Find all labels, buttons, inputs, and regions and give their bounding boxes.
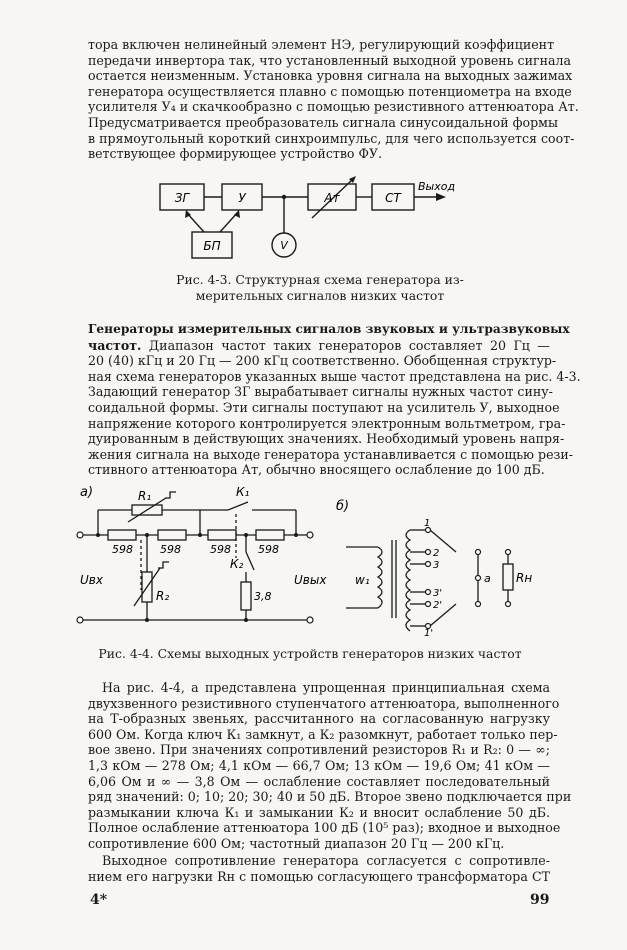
voltmeter-label: V xyxy=(280,239,288,252)
text-line: в прямоугольный короткий синхроимпульс, для чего используется соот- xyxy=(88,130,575,146)
text-line: размыкании ключа К₁ и замыкании К₂ и вносит ослабление 50 дБ. xyxy=(88,804,550,820)
text-line: На рис. 4-4, а представлена упрощенная принципиальная схема xyxy=(102,680,550,695)
label-r2: R₂ xyxy=(156,589,170,603)
text-line: 6,06 Ом и ∞ — 3,8 Ом — ослабление составляет последовательный xyxy=(88,773,550,789)
text-line: тора включен нелинейный элемент НЭ, регулирующий коэффициент xyxy=(88,37,555,52)
tap-2-prime: 2' xyxy=(433,600,443,611)
label-b: б) xyxy=(336,499,350,514)
text-line: стивного аттенюатора Ат, обычно вносящего ослабление до 100 дБ. xyxy=(88,462,545,478)
text-line: соидальной формы. Эти сигналы поступают на усилитель У, выходное xyxy=(88,399,560,415)
text-line: передачи инвертора так, что установленный выходной уровень сигнала xyxy=(88,52,571,68)
label-598-3: 598 xyxy=(210,543,231,556)
tap-3: 3 xyxy=(433,560,440,571)
block-st-label: СТ xyxy=(385,191,401,205)
label-u-out: Uвых xyxy=(294,573,327,587)
paragraph-4 xyxy=(88,853,550,884)
section-heading-end: частот. xyxy=(88,337,142,353)
label-w1: w₁ xyxy=(355,573,370,587)
paragraph-2 xyxy=(88,322,581,478)
block-bp-label: БП xyxy=(203,239,221,253)
label-r1: R₁ xyxy=(138,489,152,503)
tap-3-prime: 3' xyxy=(433,588,443,599)
text-line: Выходное сопротивление генератора согласуется с сопротивле- xyxy=(102,853,550,868)
caption-line: Рис. 4-3. Структурная схема генератора из- xyxy=(176,272,464,287)
text-line: ветствующее формирующее устройство ФУ. xyxy=(88,146,383,162)
text-line: на Т-образных звеньях, рассчитанного на согласованную нагрузку xyxy=(88,711,550,727)
label-u-in: Uвх xyxy=(80,573,103,587)
text-line: 20 (40) кГц и 20 Гц — 200 кГц соответственно. Обобщенная структур- xyxy=(88,353,557,369)
block-at-label: Ат xyxy=(324,191,340,205)
text-line: нием его нагрузки Rн с помощью согласующего трансформатора СТ xyxy=(88,868,550,884)
label-rn: Rн xyxy=(516,571,533,585)
text-line: Полное ослабление аттенюатора 100 дБ (10⁵ раз); входное и выходное xyxy=(88,820,561,836)
section-heading: Генераторы измерительных сигналов звуковых и ультразвуковых xyxy=(88,322,570,336)
figure-4-4-caption xyxy=(60,646,560,662)
label-598-2: 598 xyxy=(160,543,181,556)
label-k1: К₁ xyxy=(236,485,250,499)
text-line: двухзвенного резистивного ступенчатого аттенюатора, выполненного xyxy=(88,695,560,711)
resistor-598-1 xyxy=(108,530,136,540)
tap-1: 1 xyxy=(424,518,431,529)
text-line: Задающий генератор ЗГ вырабатывает сигналы нужных частот сину- xyxy=(88,384,553,400)
text-line xyxy=(88,338,550,354)
text-line: Предусматривается преобразователь сигнала синусоидальной формы xyxy=(88,114,558,130)
block-zg-label: ЗГ xyxy=(174,191,190,205)
caption-line: мерительных сигналов низких частот xyxy=(195,288,445,303)
figure-4-3-block-diagram xyxy=(0,170,627,270)
text-line-part: Диапазон частот таких генераторов составляет 20 Гц — xyxy=(141,337,550,353)
block-u-label: У xyxy=(238,191,246,205)
label-a-terminal: а xyxy=(484,572,491,585)
resistor-598-4 xyxy=(256,530,284,540)
label-a: а) xyxy=(80,485,94,500)
page-number: 99 xyxy=(530,892,550,908)
text-line: жения сигнала на выходе генератора устанавливается с помощью рези- xyxy=(88,446,574,462)
tap-1-prime: 1' xyxy=(424,628,434,639)
text-line: сопротивление 600 Ом; частотный диапазон 20 Гц — 200 кГц. xyxy=(88,835,505,851)
label-3-8: 3,8 xyxy=(254,590,272,603)
caption-line: Рис. 4-4. Схемы выходных устройств генераторов низких частот xyxy=(98,646,522,661)
output-label: Выход xyxy=(418,180,456,193)
text-line: 1,3 кОм — 278 Ом; 4,1 кОм — 66,7 Ом; 13 кОм — 19,6 Ом; 41 кОм — xyxy=(88,757,550,773)
figure-4-4-circuit xyxy=(0,480,627,640)
resistor-598-2 xyxy=(158,530,186,540)
text-line: остается неизменным. Установка уровня сигнала на выходных зажимах xyxy=(88,68,573,84)
label-598-1: 598 xyxy=(112,543,133,556)
text-line: генератора осуществляется плавно с помощью потенциометра на входе xyxy=(88,83,572,99)
text-line: усилителя У₄ и скачкообразно с помощью резистивного аттенюатора Ат. xyxy=(88,99,579,115)
text-line: 600 Ом. Когда ключ К₁ замкнут, а К₂ разомкнут, работает только пер- xyxy=(88,726,558,742)
paragraph-3 xyxy=(88,680,572,852)
paragraph-1 xyxy=(88,37,579,162)
text-line: ряд значений: 0; 10; 20; 30; 40 и 50 дБ. Второе звено подключается при xyxy=(88,789,572,805)
resistor-598-3 xyxy=(208,530,236,540)
footer-signature-mark: 4* xyxy=(90,892,108,908)
text-line: напряжение которого контролируется электронным вольтметром, гра- xyxy=(88,415,566,431)
text-line: дуированным в действующих значениях. Необходимый уровень напря- xyxy=(88,431,565,447)
figure-4-3-caption xyxy=(120,272,520,304)
text-line: вое звено. При значениях сопротивлений резисторов R₁ и R₂: 0 — ∞; xyxy=(88,742,550,758)
label-k2: К₂ xyxy=(230,557,244,571)
text-line: ная схема генераторов указанных выше частот представлена на рис. 4-3. xyxy=(88,368,581,384)
tap-2: 2 xyxy=(433,548,440,559)
resistor-3-8 xyxy=(241,582,251,610)
label-598-4: 598 xyxy=(258,543,279,556)
resistor-rn xyxy=(503,564,513,590)
